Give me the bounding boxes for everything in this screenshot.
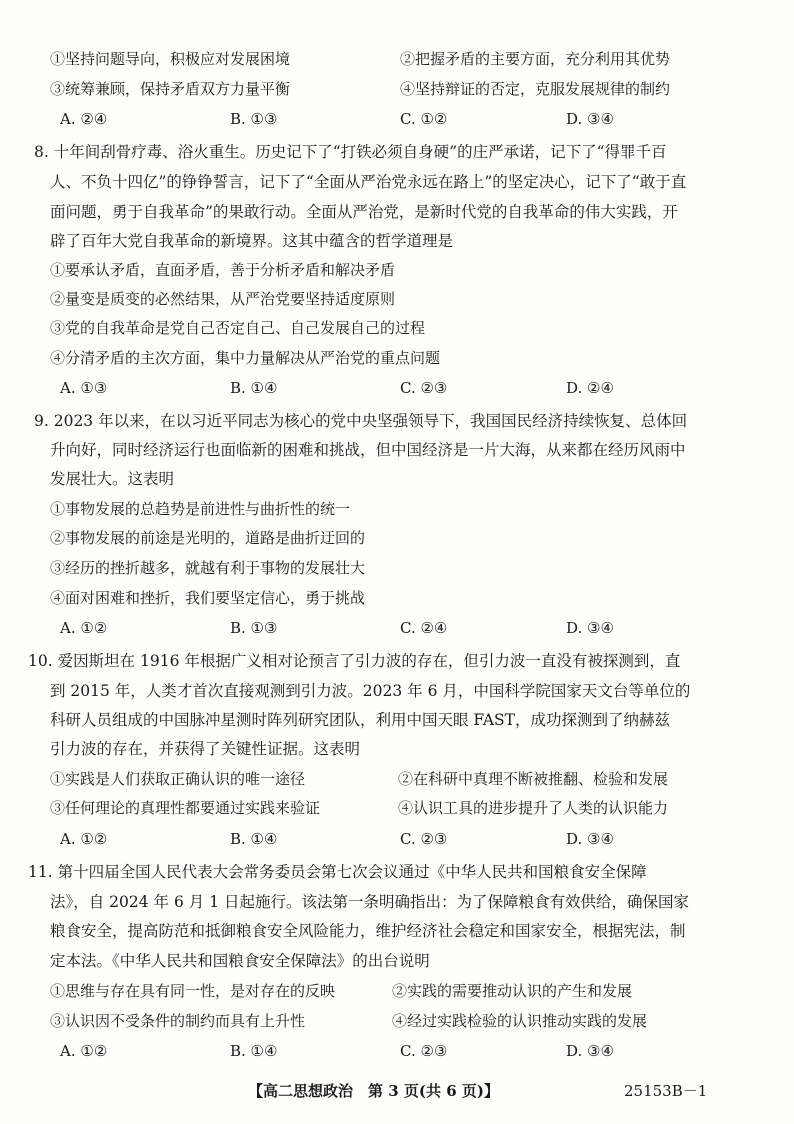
question-text: 到 2015 年，人类才首次直接观测到引力波。2023 年 6 月，中国科学院国家天文台等单位的 xyxy=(50,682,691,700)
question-text: 8. 十年间刮骨疗毒、浴火重生。历史记下了“打铁必须自身硬”的庄严承诺，记下了“得罪千百 xyxy=(34,143,667,161)
footer-code: 25153B－1 xyxy=(624,1082,708,1100)
q11-option: ③认识因不受条件的制约而具有上升性 xyxy=(50,1012,306,1030)
answer-choice: D. ②④ xyxy=(566,379,614,397)
answer-choice: B. ①③ xyxy=(230,110,278,128)
q9-option: ③经历的挫折越多，就越有利于事物的发展壮大 xyxy=(50,559,366,577)
q10-option: ③任何理论的真理性都要通过实践来验证 xyxy=(50,799,321,817)
answer-choice: D. ③④ xyxy=(566,1042,614,1060)
q11-option: ④经过实践检验的认识推动实践的发展 xyxy=(392,1012,648,1030)
question-text: 法》，自 2024 年 6 月 1 日起施行。该法第一条明确指出：为了保障粮食有效供给，确保国家 xyxy=(50,893,689,911)
question-text: 升向好，同时经济运行也面临新的困难和挑战，但中国经济是一片大海，从来都在经历风雨中 xyxy=(50,441,686,459)
q8-option: ①要承认矛盾，直面矛盾，善于分析矛盾和解决矛盾 xyxy=(50,261,396,279)
answer-choice: A. ①② xyxy=(60,830,108,848)
answer-choice: B. ①④ xyxy=(230,1042,278,1060)
q10-option: ①实践是人们获取正确认识的唯一途径 xyxy=(50,770,306,788)
answer-choice: D. ③④ xyxy=(566,619,614,637)
question-text: 人、不负十四亿”的铮铮誓言，记下了“全面从严治党永远在路上”的坚定决心，记下了“敢于直 xyxy=(50,173,687,191)
answer-choice: A. ①② xyxy=(60,619,108,637)
q7-option: ①坚持问题导向，积极应对发展困境 xyxy=(50,50,291,68)
answer-choice: D. ③④ xyxy=(566,110,614,128)
q11-option: ①思维与存在具有同一性，是对存在的反映 xyxy=(50,982,336,1000)
question-text: 11. 第十四届全国人民代表大会常务委员会第七次会议通过《中华人民共和国粮食安全保障 xyxy=(28,863,647,881)
question-text: 粮食安全，提高防范和抵御粮食安全风险能力，维护经济社会稳定和国家安全，根据宪法，制 xyxy=(50,922,686,940)
answer-choice: C. ①② xyxy=(400,110,448,128)
question-text: 10. 爱因斯坦在 1916 年根据广义相对论预言了引力波的存在，但引力波一直没有被探测到，直 xyxy=(28,652,681,670)
answer-choice: C. ②④ xyxy=(400,619,448,637)
q7-option: ④坚持辩证的否定，克服发展规律的制约 xyxy=(400,80,671,98)
question-text: 科研人员组成的中国脉冲星测时阵列研究团队，利用中国天眼 FAST，成功探测到了纳赫兹 xyxy=(50,711,670,729)
question-text: 引力波的存在，并获得了关键性证据。这表明 xyxy=(50,740,361,758)
answer-choice: C. ②③ xyxy=(400,1042,448,1060)
answer-choice: A. ①③ xyxy=(60,379,108,397)
question-text: 辟了百年大党自我革命的新境界。这其中蕴含的哲学道理是 xyxy=(50,232,454,250)
question-text: 9. 2023 年以来，在以习近平同志为核心的党中央坚强领导下，我国国民经济持续恢复、总体回 xyxy=(34,412,688,430)
answer-choice: B. ①④ xyxy=(230,830,278,848)
q11-option: ②实践的需要推动认识的产生和发展 xyxy=(392,982,633,1000)
q10-option: ④认识工具的进步提升了人类的认识能力 xyxy=(398,799,669,817)
answer-choice: B. ①③ xyxy=(230,619,278,637)
question-text: 定本法。《中华人民共和国粮食安全保障法》的出台说明 xyxy=(50,952,430,970)
q9-option: ④面对困难和挫折，我们要坚定信心，勇于挑战 xyxy=(50,589,366,607)
answer-choice: A. ①② xyxy=(60,1042,108,1060)
question-text: 面问题，勇于自我革命”的果敢行动。全面从严治党，是新时代党的自我革命的伟大实践，开 xyxy=(50,203,678,221)
question-text: 发展壮大。这表明 xyxy=(50,470,175,488)
q7-option: ③统筹兼顾，保持矛盾双方力量平衡 xyxy=(50,80,291,98)
q7-option: ②把握矛盾的主要方面，充分利用其优势 xyxy=(400,50,671,68)
answer-choice: B. ①④ xyxy=(230,379,278,397)
q8-option: ③党的自我革命是党自己否定自己、自己发展自己的过程 xyxy=(50,319,426,337)
answer-choice: D. ③④ xyxy=(566,830,614,848)
answer-choice: A. ②④ xyxy=(60,110,108,128)
answer-choice: C. ②③ xyxy=(400,379,448,397)
q9-option: ②事物发展的前途是光明的，道路是曲折迂回的 xyxy=(50,529,366,547)
q8-option: ②量变是质变的必然结果，从严治党要坚持适度原则 xyxy=(50,290,396,308)
answer-choice: C. ②③ xyxy=(400,830,448,848)
q10-option: ②在科研中真理不断被推翻、检验和发展 xyxy=(398,770,669,788)
footer-title: 【高二思想政治 第 3 页(共 6 页)】 xyxy=(248,1082,499,1100)
q9-option: ①事物发展的总趋势是前进性与曲折性的统一 xyxy=(50,500,351,518)
q8-option: ④分清矛盾的主次方面，集中力量解决从严治党的重点问题 xyxy=(50,349,441,367)
